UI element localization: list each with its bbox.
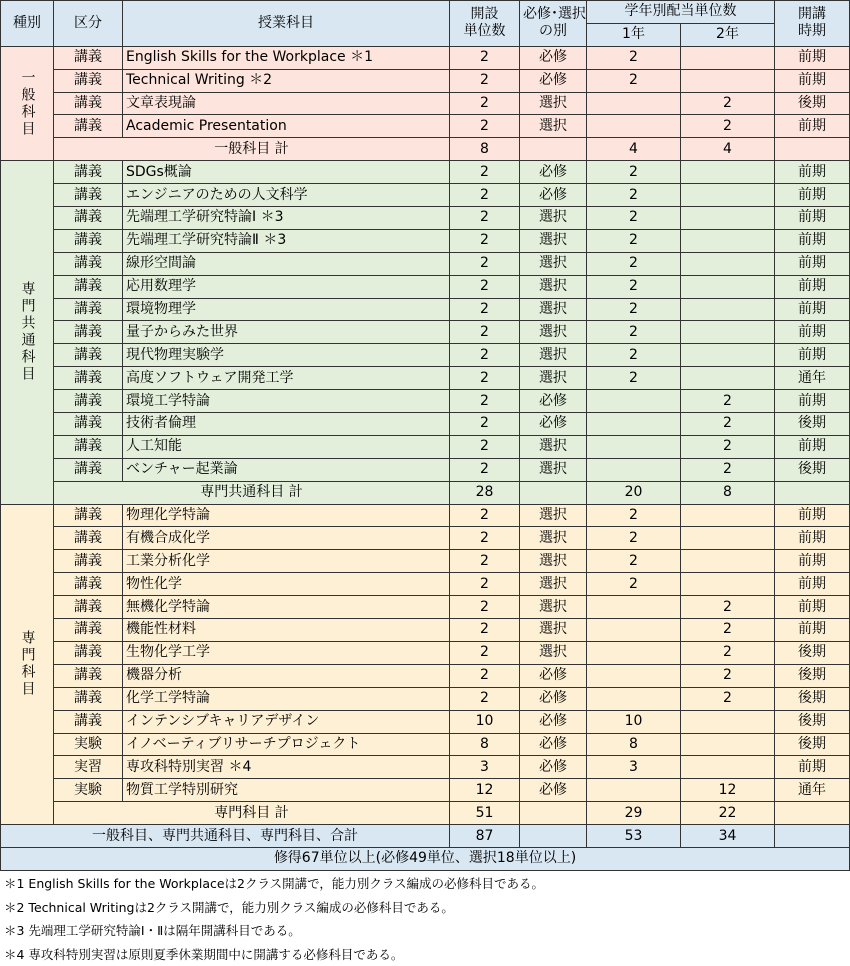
units-cell: 2 <box>450 390 520 413</box>
period-cell: 前期 <box>775 573 850 596</box>
year2-cell <box>681 756 775 779</box>
year2-cell <box>681 504 775 527</box>
footnote: ＊3 先端理工学研究特論Ⅰ・Ⅱは隔年開講科目である。 <box>4 919 544 943</box>
subject-cell: 工業分析化学 <box>123 550 450 573</box>
category-cell: 専門科目 <box>1 504 54 824</box>
reqsel-cell: 必修 <box>520 710 587 733</box>
period-cell: 後期 <box>775 687 850 710</box>
reqsel-cell: 必修 <box>520 779 587 802</box>
subtotal-row <box>1 802 850 825</box>
year1-cell: 2 <box>587 207 681 230</box>
reqsel-cell: 選択 <box>520 550 587 573</box>
reqsel-cell: 選択 <box>520 275 587 298</box>
header-year1: 1年 <box>587 23 681 46</box>
header-units: 開設 単位数 <box>450 1 520 47</box>
reqsel-cell: 必修 <box>520 390 587 413</box>
subtotal-label: 専門科目 計 <box>54 802 450 825</box>
reqsel-cell: 選択 <box>520 504 587 527</box>
kubun-cell: 講義 <box>54 344 123 367</box>
header-row <box>1 1 850 24</box>
year2-cell: 2 <box>681 641 775 664</box>
year2-cell: 2 <box>681 458 775 481</box>
table-row <box>1 413 850 436</box>
kubun-cell: 講義 <box>54 275 123 298</box>
year1-cell: 2 <box>587 252 681 275</box>
subject-cell: 有機合成化学 <box>123 527 450 550</box>
subject-cell: エンジニアのための人文科学 <box>123 184 450 207</box>
year2-cell <box>681 252 775 275</box>
reqsel-cell: 選択 <box>520 458 587 481</box>
year2-cell <box>681 367 775 390</box>
subject-cell: Technical Writing ＊2 <box>123 69 450 92</box>
subject-cell: 先端理工学研究特論Ⅰ ＊3 <box>123 207 450 230</box>
units-cell: 2 <box>450 458 520 481</box>
kubun-cell: 講義 <box>54 115 123 138</box>
year1-cell: 2 <box>587 184 681 207</box>
kubun-cell: 実験 <box>54 779 123 802</box>
subtotal-row <box>1 481 850 504</box>
year1-cell <box>587 619 681 642</box>
period-cell: 後期 <box>775 664 850 687</box>
units-cell: 12 <box>450 779 520 802</box>
table-row <box>1 687 850 710</box>
subject-cell: 線形空間論 <box>123 252 450 275</box>
year1-cell: 2 <box>587 229 681 252</box>
kubun-cell: 講義 <box>54 619 123 642</box>
kubun-cell: 講義 <box>54 298 123 321</box>
reqsel-cell: 必修 <box>520 733 587 756</box>
units-cell: 8 <box>450 733 520 756</box>
year1-cell <box>587 687 681 710</box>
subject-cell: 先端理工学研究特論Ⅱ ＊3 <box>123 229 450 252</box>
year1-cell: 2 <box>587 46 681 69</box>
units-cell: 2 <box>450 596 520 619</box>
empty-cell <box>520 825 587 848</box>
year2-cell <box>681 46 775 69</box>
year1-cell <box>587 641 681 664</box>
table-row <box>1 619 850 642</box>
kubun-cell: 講義 <box>54 46 123 69</box>
units-cell: 2 <box>450 435 520 458</box>
units-cell: 2 <box>450 527 520 550</box>
period-cell: 前期 <box>775 550 850 573</box>
subtotal-units: 8 <box>450 138 520 161</box>
kubun-cell: 講義 <box>54 527 123 550</box>
subject-cell: インテンシブキャリアデザイン <box>123 710 450 733</box>
units-cell: 2 <box>450 504 520 527</box>
header-subject: 授業科目 <box>123 1 450 47</box>
header-period: 開講 時期 <box>775 1 850 47</box>
subject-cell: 物質工学特別研究 <box>123 779 450 802</box>
subtotal-label: 専門共通科目 計 <box>54 481 450 504</box>
reqsel-cell: 選択 <box>520 207 587 230</box>
subtotal-year2: 8 <box>681 481 775 504</box>
header-kubun: 区分 <box>54 1 123 47</box>
year2-cell: 2 <box>681 664 775 687</box>
period-cell: 前期 <box>775 298 850 321</box>
period-cell: 前期 <box>775 207 850 230</box>
period-cell: 前期 <box>775 596 850 619</box>
year1-cell <box>587 92 681 115</box>
period-cell: 前期 <box>775 69 850 92</box>
table-row <box>1 298 850 321</box>
period-cell: 前期 <box>775 504 850 527</box>
kubun-cell: 講義 <box>54 664 123 687</box>
reqsel-cell: 必修 <box>520 756 587 779</box>
table-row <box>1 275 850 298</box>
subject-cell: 文章表現論 <box>123 92 450 115</box>
subject-cell: 物性化学 <box>123 573 450 596</box>
table-row <box>1 664 850 687</box>
year2-cell: 2 <box>681 390 775 413</box>
units-cell: 2 <box>450 298 520 321</box>
period-cell: 前期 <box>775 161 850 184</box>
reqsel-cell: 選択 <box>520 596 587 619</box>
grand-total-row <box>1 825 850 848</box>
reqsel-cell: 選択 <box>520 344 587 367</box>
header-type: 種別 <box>1 1 54 47</box>
period-cell: 前期 <box>775 46 850 69</box>
header-byyear: 学年別配当単位数 <box>587 1 775 24</box>
subject-cell: 高度ソフトウェア開発工学 <box>123 367 450 390</box>
units-cell: 2 <box>450 367 520 390</box>
table-row <box>1 573 850 596</box>
reqsel-cell: 選択 <box>520 115 587 138</box>
year1-cell <box>587 779 681 802</box>
year1-cell <box>587 390 681 413</box>
year2-cell: 2 <box>681 596 775 619</box>
reqsel-cell: 必修 <box>520 46 587 69</box>
subject-cell: 現代物理実験学 <box>123 344 450 367</box>
units-cell: 2 <box>450 69 520 92</box>
subject-cell: SDGs概論 <box>123 161 450 184</box>
period-cell: 前期 <box>775 527 850 550</box>
year2-cell <box>681 321 775 344</box>
table-row <box>1 596 850 619</box>
kubun-cell: 講義 <box>54 687 123 710</box>
footnotes <box>4 872 544 966</box>
units-cell: 2 <box>450 573 520 596</box>
empty-cell <box>775 138 850 161</box>
table-row <box>1 458 850 481</box>
period-cell: 後期 <box>775 733 850 756</box>
year2-cell: 2 <box>681 92 775 115</box>
table-row <box>1 733 850 756</box>
year1-cell: 2 <box>587 161 681 184</box>
kubun-cell: 講義 <box>54 367 123 390</box>
year2-cell <box>681 550 775 573</box>
units-cell: 2 <box>450 92 520 115</box>
units-cell: 2 <box>450 619 520 642</box>
year1-cell: 2 <box>587 298 681 321</box>
kubun-cell: 講義 <box>54 252 123 275</box>
table-row <box>1 527 850 550</box>
year1-cell: 2 <box>587 504 681 527</box>
reqsel-cell: 選択 <box>520 92 587 115</box>
year2-cell <box>681 710 775 733</box>
table-row <box>1 321 850 344</box>
subject-cell: 専攻科特別実習 ＊4 <box>123 756 450 779</box>
reqsel-cell: 必修 <box>520 664 587 687</box>
year2-cell <box>681 161 775 184</box>
table-row <box>1 115 850 138</box>
table-row <box>1 344 850 367</box>
period-cell: 前期 <box>775 115 850 138</box>
subject-cell: 機器分析 <box>123 664 450 687</box>
subtotal-row <box>1 138 850 161</box>
subtotal-units: 51 <box>450 802 520 825</box>
units-cell: 2 <box>450 252 520 275</box>
subject-cell: 量子からみた世界 <box>123 321 450 344</box>
reqsel-cell: 選択 <box>520 619 587 642</box>
category-cell: 一般科目 <box>1 46 54 160</box>
units-cell: 10 <box>450 710 520 733</box>
period-cell: 通年 <box>775 779 850 802</box>
units-cell: 2 <box>450 229 520 252</box>
subject-cell: 技術者倫理 <box>123 413 450 436</box>
reqsel-cell: 選択 <box>520 367 587 390</box>
year2-cell <box>681 229 775 252</box>
kubun-cell: 講義 <box>54 161 123 184</box>
kubun-cell: 講義 <box>54 710 123 733</box>
units-cell: 2 <box>450 46 520 69</box>
table-row <box>1 207 850 230</box>
year2-cell: 2 <box>681 413 775 436</box>
period-cell: 前期 <box>775 756 850 779</box>
year1-cell: 2 <box>587 69 681 92</box>
period-cell: 後期 <box>775 458 850 481</box>
kubun-cell: 講義 <box>54 92 123 115</box>
period-cell: 前期 <box>775 321 850 344</box>
subject-cell: 機能性材料 <box>123 619 450 642</box>
header-year2: 2年 <box>681 23 775 46</box>
period-cell: 前期 <box>775 229 850 252</box>
reqsel-cell: 選択 <box>520 298 587 321</box>
empty-cell <box>520 481 587 504</box>
table-row <box>1 435 850 458</box>
reqsel-cell: 選択 <box>520 435 587 458</box>
table-row <box>1 184 850 207</box>
table-row <box>1 92 850 115</box>
year1-cell: 2 <box>587 527 681 550</box>
kubun-cell: 講義 <box>54 69 123 92</box>
kubun-cell: 講義 <box>54 229 123 252</box>
period-cell: 前期 <box>775 252 850 275</box>
year1-cell: 2 <box>587 367 681 390</box>
year2-cell: 2 <box>681 115 775 138</box>
period-cell: 通年 <box>775 367 850 390</box>
header-reqsel: 必修･選択 の別 <box>520 1 587 47</box>
footnote: ＊1 English Skills for the Workplaceは2クラス開講で，能力別クラス編成の必修科目である。 <box>4 872 544 896</box>
units-cell: 2 <box>450 687 520 710</box>
kubun-cell: 講義 <box>54 573 123 596</box>
grand-total-label: 一般科目、専門共通科目、専門科目、合計 <box>1 825 450 848</box>
subject-cell: 生物化学工学 <box>123 641 450 664</box>
table-row <box>1 46 850 69</box>
year2-cell: 2 <box>681 435 775 458</box>
year2-cell <box>681 184 775 207</box>
reqsel-cell: 必修 <box>520 69 587 92</box>
requirement-text: 修得67単位以上(必修49単位、選択18単位以上) <box>1 847 850 870</box>
year1-cell <box>587 435 681 458</box>
year1-cell: 10 <box>587 710 681 733</box>
period-cell: 後期 <box>775 413 850 436</box>
table-row <box>1 710 850 733</box>
grand-total-units: 87 <box>450 825 520 848</box>
units-cell: 2 <box>450 321 520 344</box>
reqsel-cell: 必修 <box>520 687 587 710</box>
units-cell: 2 <box>450 664 520 687</box>
subject-cell: 物理化学特論 <box>123 504 450 527</box>
subtotal-units: 28 <box>450 481 520 504</box>
kubun-cell: 講義 <box>54 458 123 481</box>
year1-cell: 2 <box>587 321 681 344</box>
reqsel-cell: 選択 <box>520 641 587 664</box>
year1-cell: 2 <box>587 550 681 573</box>
reqsel-cell: 必修 <box>520 413 587 436</box>
grand-total-year2: 34 <box>681 825 775 848</box>
kubun-cell: 講義 <box>54 641 123 664</box>
table-row <box>1 641 850 664</box>
year1-cell: 8 <box>587 733 681 756</box>
subject-cell: イノベーティブリサーチプロジェクト <box>123 733 450 756</box>
units-cell: 2 <box>450 207 520 230</box>
subtotal-year1: 29 <box>587 802 681 825</box>
subtotal-year1: 20 <box>587 481 681 504</box>
period-cell: 後期 <box>775 641 850 664</box>
empty-cell <box>775 802 850 825</box>
empty-cell <box>775 481 850 504</box>
subject-cell: Academic Presentation <box>123 115 450 138</box>
footnote: ＊4 専攻科特別実習は原則夏季休業期間中に開講する必修科目である。 <box>4 943 544 966</box>
year2-cell <box>681 69 775 92</box>
table-row <box>1 504 850 527</box>
subject-cell: English Skills for the Workplace ＊1 <box>123 46 450 69</box>
table-row <box>1 367 850 390</box>
year2-cell <box>681 207 775 230</box>
period-cell: 後期 <box>775 710 850 733</box>
year1-cell <box>587 115 681 138</box>
period-cell: 前期 <box>775 344 850 367</box>
period-cell: 前期 <box>775 435 850 458</box>
year1-cell <box>587 413 681 436</box>
year2-cell <box>681 298 775 321</box>
period-cell: 前期 <box>775 390 850 413</box>
year1-cell: 2 <box>587 275 681 298</box>
year1-cell <box>587 458 681 481</box>
subject-cell: 無機化学特論 <box>123 596 450 619</box>
period-cell: 前期 <box>775 619 850 642</box>
empty-cell <box>520 138 587 161</box>
reqsel-cell: 選択 <box>520 527 587 550</box>
footnote: ＊2 Technical Writingは2クラス開講で，能力別クラス編成の必修科目である。 <box>4 896 544 920</box>
reqsel-cell: 選択 <box>520 573 587 596</box>
year2-cell <box>681 344 775 367</box>
table-row <box>1 390 850 413</box>
table-row <box>1 161 850 184</box>
year2-cell: 2 <box>681 687 775 710</box>
reqsel-cell: 選択 <box>520 321 587 344</box>
empty-cell <box>775 825 850 848</box>
table-row <box>1 550 850 573</box>
subtotal-year1: 4 <box>587 138 681 161</box>
kubun-cell: 講義 <box>54 207 123 230</box>
year1-cell <box>587 664 681 687</box>
subject-cell: 人工知能 <box>123 435 450 458</box>
subtotal-year2: 22 <box>681 802 775 825</box>
units-cell: 2 <box>450 550 520 573</box>
table-row <box>1 69 850 92</box>
subject-cell: 応用数理学 <box>123 275 450 298</box>
subtotal-year2: 4 <box>681 138 775 161</box>
year1-cell: 3 <box>587 756 681 779</box>
period-cell: 後期 <box>775 92 850 115</box>
year2-cell <box>681 527 775 550</box>
kubun-cell: 講義 <box>54 321 123 344</box>
year2-cell: 12 <box>681 779 775 802</box>
subtotal-label: 一般科目 計 <box>54 138 450 161</box>
period-cell: 前期 <box>775 184 850 207</box>
year1-cell <box>587 596 681 619</box>
units-cell: 3 <box>450 756 520 779</box>
table-row <box>1 252 850 275</box>
table-row <box>1 756 850 779</box>
subject-cell: 環境工学特論 <box>123 390 450 413</box>
kubun-cell: 講義 <box>54 435 123 458</box>
table-row <box>1 779 850 802</box>
requirement-row <box>1 847 850 870</box>
units-cell: 2 <box>450 184 520 207</box>
kubun-cell: 講義 <box>54 390 123 413</box>
units-cell: 2 <box>450 344 520 367</box>
reqsel-cell: 必修 <box>520 161 587 184</box>
kubun-cell: 実習 <box>54 756 123 779</box>
reqsel-cell: 選択 <box>520 252 587 275</box>
units-cell: 2 <box>450 115 520 138</box>
reqsel-cell: 必修 <box>520 184 587 207</box>
kubun-cell: 講義 <box>54 504 123 527</box>
kubun-cell: 講義 <box>54 550 123 573</box>
year2-cell: 2 <box>681 619 775 642</box>
year2-cell <box>681 275 775 298</box>
year2-cell <box>681 573 775 596</box>
kubun-cell: 講義 <box>54 596 123 619</box>
units-cell: 2 <box>450 275 520 298</box>
subject-cell: ベンチャー起業論 <box>123 458 450 481</box>
kubun-cell: 講義 <box>54 184 123 207</box>
kubun-cell: 講義 <box>54 413 123 436</box>
units-cell: 2 <box>450 413 520 436</box>
units-cell: 2 <box>450 641 520 664</box>
year2-cell <box>681 733 775 756</box>
table-row <box>1 229 850 252</box>
grand-total-year1: 53 <box>587 825 681 848</box>
empty-cell <box>520 802 587 825</box>
period-cell: 前期 <box>775 275 850 298</box>
subject-cell: 環境物理学 <box>123 298 450 321</box>
kubun-cell: 実験 <box>54 733 123 756</box>
units-cell: 2 <box>450 161 520 184</box>
category-cell: 専門共通科目 <box>1 161 54 504</box>
year1-cell: 2 <box>587 344 681 367</box>
subject-cell: 化学工学特論 <box>123 687 450 710</box>
reqsel-cell: 選択 <box>520 229 587 252</box>
year1-cell: 2 <box>587 573 681 596</box>
